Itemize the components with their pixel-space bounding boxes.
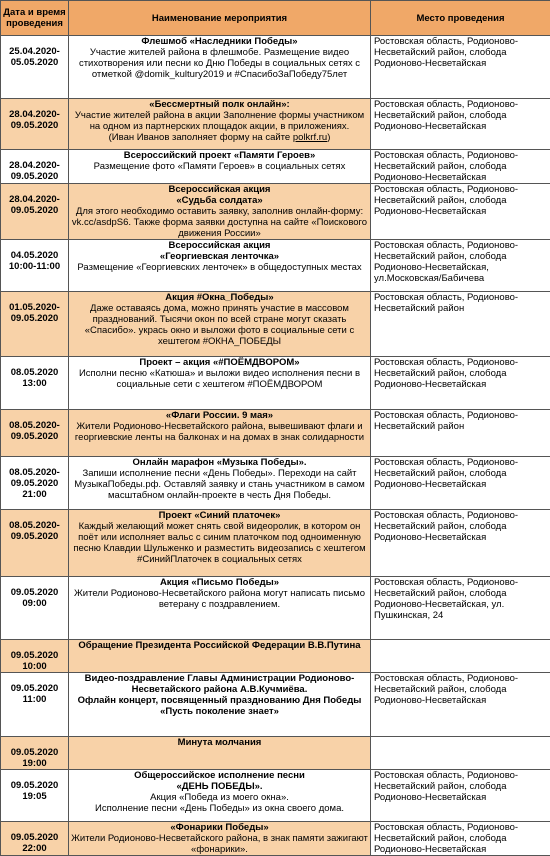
table-row	[1, 640, 550, 673]
table-row	[1, 673, 550, 737]
table-row	[1, 357, 550, 410]
event-date: 08.05.2020- 09.05.2020	[1, 510, 69, 577]
table-row	[1, 184, 550, 240]
event-date: 28.04.2020- 09.05.2020	[1, 150, 69, 184]
event-date: 09.05.2020 09:00	[1, 577, 69, 640]
event-date: 09.05.2020 10:00	[1, 640, 69, 673]
event-title: «Фонарики Победы»	[71, 822, 368, 833]
event-cell	[69, 184, 371, 240]
event-place: Ростовская область, Родионово-Несветайский район, слобода Родионово-Несветайская	[371, 36, 550, 99]
event-date: 09.05.2020 11:00	[1, 673, 69, 737]
event-cell	[69, 510, 371, 577]
event-date: 08.05.2020- 09.05.2020	[1, 410, 69, 457]
event-date: 28.04.2020- 09.05.2020	[1, 99, 69, 150]
table-row	[1, 737, 550, 770]
event-cell	[69, 292, 371, 357]
event-cell	[69, 36, 371, 99]
event-place: Ростовская область, Родионово-Несветайский район, слобода Родионово-Несветайская	[371, 510, 550, 577]
event-title: Онлайн марафон «Музыка Победы».	[71, 457, 368, 468]
event-place: Ростовская область, Родионово-Несветайский район, слобода Родионово-Несветайская	[371, 822, 550, 856]
event-description: Запиши исполнение песни «День Победы». Переходи на сайт МузыкаПобеды.рф. Оставляй заявку и стань участником в самом масштабном онлайн-проекте в честь Дня Победы.	[71, 468, 368, 501]
event-date: 25.04.2020- 05.05.2020	[1, 36, 69, 99]
event-note	[71, 132, 368, 143]
event-place: Ростовская область, Родионово-Несветайский район, слобода Родионово-Несветайская	[371, 673, 550, 737]
header-row	[1, 1, 550, 36]
event-title: Акция «Письмо Победы»	[71, 577, 368, 588]
event-place	[371, 640, 550, 673]
event-description: Участие жителей района в флешмобе. Размещение видео стихотворения или песни ко Дню Победы в социальных сетях с отметкой @domik_kultury2019 и #СпасибоЗаПобеду75лет	[71, 47, 368, 80]
event-description: Даже оставаясь дома, можно принять участие в массовом празднований. Тысячи окон по всей стране могут сказать «Спасибо». укрась окно и выложи фото в социальные сети с хештегом #ОКНА_ПОБЕДЫ	[71, 303, 368, 347]
event-title: Видео-поздравление Главы Администрации Родионово-Несветайского района А.В.Кучмиёва. Офлайн концерт, посвященный празднованию Дня Победы «Пусть поколение знает»	[71, 673, 368, 717]
event-place: Ростовская область, Родионово-Несветайский район, слобода Родионово-Несветайская	[371, 99, 550, 150]
event-place: Ростовская область, Родионово-Несветайский район, слобода Родионово-Несветайская	[371, 150, 550, 184]
event-description: Жители Родионово-Несветайского района, в знак памяти зажигают «фонарики».	[71, 833, 368, 855]
event-note-text: (Иван Иванов заполняет форму на сайте	[109, 132, 293, 143]
event-date: 28.04.2020- 09.05.2020	[1, 184, 69, 240]
event-date: 08.05.2020- 09.05.2020 21:00	[1, 457, 69, 510]
event-cell	[69, 99, 371, 150]
table-row	[1, 99, 550, 150]
event-description: Размещение фото «Памяти Героев» в социальных сетях	[71, 161, 368, 172]
event-note-end: )	[327, 132, 330, 143]
event-cell	[69, 457, 371, 510]
event-place: Ростовская область, Родионово-Несветайский район, слобода Родионово-Несветайская	[371, 184, 550, 240]
table-row	[1, 577, 550, 640]
event-link[interactable]: polkrf.ru	[293, 132, 327, 143]
event-description: Жители Родионово-Несветайского района, вывешивают флаги и георгиевские ленты на балконах и на домах в знак солидарности	[71, 421, 368, 443]
event-place: Ростовская область, Родионово-Несветайский район, слобода Родионово-Несветайская	[371, 357, 550, 410]
event-date: 09.05.2020 19:05	[1, 770, 69, 822]
event-description: Размещение «Георгиевских ленточек» в общедоступных местах	[71, 262, 368, 273]
event-title: Всероссийская акция «Георгиевская ленточка»	[71, 240, 368, 262]
event-place	[371, 737, 550, 770]
event-date: 09.05.2020 19:00	[1, 737, 69, 770]
event-cell	[69, 577, 371, 640]
event-description: Каждый желающий может снять свой видеоролик, в котором он поёт или исполняет вальс с синим платочком под одноименную песню Клавдии Шульженко и разместить видеозапись с хештегом #СинийПлаточек в социальных сетях	[71, 521, 368, 565]
event-cell	[69, 150, 371, 184]
header-name: Наименование мероприятия	[69, 1, 371, 36]
event-cell	[69, 737, 371, 770]
table-row	[1, 36, 550, 99]
table-row	[1, 150, 550, 184]
event-description: Для этого необходимо оставить заявку, заполнив онлайн-форму: vk.cc/asdpS6. Также форма заявки доступна на сайте «Поискового движения России»	[71, 206, 368, 239]
event-title: Всероссийская акция «Судьба солдата»	[71, 184, 368, 206]
event-place: Ростовская область, Родионово-Несветайский район, слобода Родионово-Несветайская, ул. Пушкинская, 24	[371, 577, 550, 640]
event-title: Обращение Президента Российской Федерации В.В.Путина	[71, 640, 368, 651]
table-row	[1, 240, 550, 292]
event-cell	[69, 410, 371, 457]
event-title: Всероссийский проект «Памяти Героев»	[71, 150, 368, 161]
event-title: «Бессмертный полк онлайн»:	[71, 99, 368, 110]
event-description: Участие жителей района в акции Заполнение формы участником на одном из партнерских площадок акции, в приложениях.	[71, 110, 368, 132]
table-row	[1, 770, 550, 822]
event-place: Ростовская область, Родионово-Несветайский район	[371, 292, 550, 357]
event-place: Ростовская область, Родионово-Несветайский район, слобода Родионово-Несветайская	[371, 457, 550, 510]
event-place: Ростовская область, Родионово-Несветайский район, слобода Родионово-Несветайская	[371, 770, 550, 822]
event-cell	[69, 357, 371, 410]
table-row	[1, 510, 550, 577]
event-description: Исполни песню «Катюша» и выложи видео исполнения песни в социальные сети с хештегом #ПОЁМДВОРОМ	[71, 368, 368, 390]
event-title: Флешмоб «Наследники Победы»	[71, 36, 368, 47]
event-cell	[69, 640, 371, 673]
table-row	[1, 410, 550, 457]
event-date: 04.05.2020 10:00-11:00	[1, 240, 69, 292]
event-date: 08.05.2020 13:00	[1, 357, 69, 410]
event-title: «Флаги России. 9 мая»	[71, 410, 368, 421]
event-place: Ростовская область, Родионово-Несветайский район, слобода Родионово-Несветайская, ул.Московская/Бабичева	[371, 240, 550, 292]
event-cell	[69, 673, 371, 737]
table-row	[1, 457, 550, 510]
event-title: Общероссийское исполнение песни «ДЕНЬ ПОБЕДЫ».	[71, 770, 368, 792]
event-date: 01.05.2020- 09.05.2020	[1, 292, 69, 357]
event-date: 09.05.2020 22:00	[1, 822, 69, 856]
event-title: Акция #Окна_Победы»	[71, 292, 368, 303]
event-title: Минута молчания	[71, 737, 368, 748]
event-place: Ростовская область, Родионово-Несветайский район	[371, 410, 550, 457]
header-date: Дата и время проведения	[1, 1, 69, 36]
event-description: Акция «Победа из моего окна». Исполнение песни «День Победы» из окна своего дома.	[71, 792, 368, 814]
header-place: Место проведения	[371, 1, 550, 36]
event-title: Проект – акция «#ПОЁМДВОРОМ»	[71, 357, 368, 368]
table-row	[1, 292, 550, 357]
event-cell	[69, 770, 371, 822]
event-title: Проект «Синий платочек»	[71, 510, 368, 521]
event-description: Жители Родионово-Несветайского района могут написать письмо ветерану с поздравлением.	[71, 588, 368, 610]
event-cell	[69, 822, 371, 856]
table-row	[1, 822, 550, 856]
event-cell	[69, 240, 371, 292]
